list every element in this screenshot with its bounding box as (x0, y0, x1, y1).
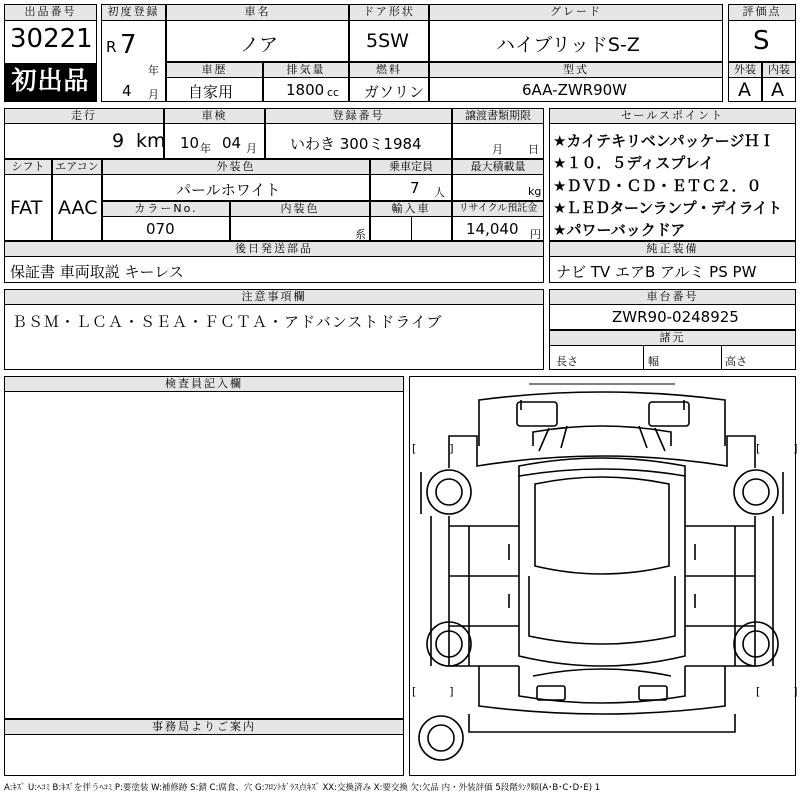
later-parts: 保証書 車両取説 キーレス (10, 263, 184, 281)
interior-color-cell (230, 216, 370, 241)
transfer-deadline-label: 譲渡書類期限 (452, 108, 544, 124)
exterior-color: パールホワイト (176, 181, 281, 199)
registration-month: 4 (122, 82, 132, 100)
score: S (753, 26, 770, 56)
inspection-year: 10 (180, 134, 200, 152)
capacity: 7 (410, 179, 420, 197)
height-label: 高さ (725, 355, 747, 368)
shift-label: シフト (4, 159, 52, 175)
inspection-label: 車検 (164, 108, 265, 124)
grade: ハイブリッドS-Z (496, 34, 640, 56)
interior-color-label: 内装色 (230, 201, 370, 217)
interior-grade: A (771, 79, 784, 101)
diagram-bracket: [ ] (756, 442, 798, 455)
equipment: ナビ TV エアB アルミ PS PW (556, 263, 757, 281)
recycle-fee: 14,040 (466, 220, 519, 238)
registration-year: 7 (120, 30, 137, 60)
recycle-fee-unit: 円 (530, 228, 541, 241)
mileage-label: 走行 (4, 108, 164, 124)
max-load-label: 最大積載量 (452, 159, 544, 175)
office-box (4, 734, 404, 776)
inspector-label: 検査員記入欄 (4, 376, 404, 392)
inspection-month: 04 (222, 134, 242, 152)
score-label: 評価点 (728, 4, 796, 21)
exterior-color-label: 外装色 (102, 159, 370, 175)
capacity-label: 乗車定員 (370, 159, 452, 175)
history: 自家用 (188, 83, 234, 101)
sales-point-item: ★パワーバックドア (553, 221, 686, 239)
import-divider (411, 216, 412, 241)
door-label: ドア形状 (349, 4, 429, 21)
fuel: ガソリン (364, 83, 425, 101)
fuel-label: 燃料 (349, 62, 429, 78)
month-unit: 月 (148, 88, 159, 101)
interior-label: 内装 (762, 62, 796, 78)
dimensions-divider (721, 345, 722, 370)
plate-number: いわき 300ミ1984 (290, 135, 422, 153)
sales-point-item: ★カイテキリベンパッケージＨＩ (553, 132, 775, 150)
notes-label: 注意事項欄 (4, 289, 544, 305)
first-listing-badge: 初出品 (4, 64, 97, 102)
chassis-label: 車台番号 (549, 289, 796, 305)
color-number: 070 (146, 220, 175, 238)
interior-color-unit: 系 (355, 228, 366, 241)
import-label: 輸入車 (370, 201, 452, 217)
length-label: 長さ (556, 355, 578, 368)
diagram-bracket: [ ] (756, 685, 798, 698)
diagram-bracket: [ ] (412, 442, 454, 455)
recycle-fee-label: リサイクル預託金 (452, 201, 544, 217)
mileage-unit: km (136, 130, 166, 152)
car-name: ノア (240, 34, 279, 56)
aircon-label: エアコン (52, 159, 102, 175)
exterior-label: 外装 (728, 62, 762, 78)
diagram-bracket: [ ] (412, 685, 454, 698)
aircon: AAC (58, 197, 98, 219)
notes: ＢＳＭ・ＬＣＡ・ＳＥＡ・ＦＣＴＡ・アドバンストドライブ (12, 313, 443, 331)
model-code: 6AA-ZWR90W (522, 81, 628, 99)
grade-label: グレード (429, 4, 723, 21)
dimensions-label: 諸元 (549, 330, 796, 346)
color-number-label: カラーNo. (102, 201, 230, 217)
width-label: 幅 (648, 355, 659, 368)
displacement-label: 排気量 (263, 62, 349, 78)
later-parts-label: 後日発送部品 (4, 241, 544, 257)
exterior-grade: A (738, 79, 751, 101)
inspector-box (4, 391, 404, 719)
car-diagram (409, 376, 796, 776)
dimensions-divider (643, 345, 644, 370)
equipment-label: 純正装備 (549, 241, 796, 257)
office-label: 事務局よりご案内 (4, 719, 404, 735)
year-unit: 年 (148, 64, 159, 77)
history-label: 車歴 (166, 62, 263, 78)
legend: A:ｷｽﾞ U:ﾍｺﾐ B:ｷｽﾞを伴うﾍｺﾐ P:要塗装 W:補修跡 S:錆 C:腐食、穴 G:ﾌﾛﾝﾄｶﾞﾗｽ点ｷｽﾞ XX:交換済み X:要交換 欠:欠品 内・外装評価 5段階ﾗﾝｸ順(A･B･C･D･E) 1 (4, 783, 601, 793)
dimensions-cell (549, 345, 796, 370)
door-type: 5SW (366, 30, 409, 52)
first-registration-label: 初度登録 (101, 4, 166, 21)
transfer-day-unit: 日 (528, 143, 539, 156)
lot-number-label: 出品番号 (4, 4, 97, 21)
lot-number: 30221 (10, 24, 93, 54)
sales-point-item: ★ＬＥＤターンランプ・デイライト (553, 199, 782, 217)
car-name-label: 車名 (166, 4, 349, 21)
model-label: 型式 (429, 62, 723, 78)
inspection-year-unit: 年 (200, 142, 211, 155)
plate-label: 登録番号 (265, 108, 452, 124)
capacity-unit: 人 (434, 186, 445, 199)
max-load-unit: kg (528, 185, 542, 198)
displacement: 1800 (286, 81, 325, 99)
sales-points-label: セールスポイント (549, 108, 796, 124)
inspection-month-unit: 月 (246, 142, 257, 155)
shift: FAT (10, 197, 43, 219)
mileage: 9 (112, 130, 125, 152)
displacement-unit: cc (327, 86, 340, 99)
sales-point-item: ★ＤＶＤ・ＣＤ・ＥＴＣ２．０ (553, 177, 762, 195)
chassis-number: ZWR90-0248925 (612, 308, 739, 326)
era-letter: R (106, 38, 117, 56)
sales-point-item: ★１０．５ディスプレイ (553, 154, 714, 172)
transfer-month-unit: 月 (492, 143, 503, 156)
